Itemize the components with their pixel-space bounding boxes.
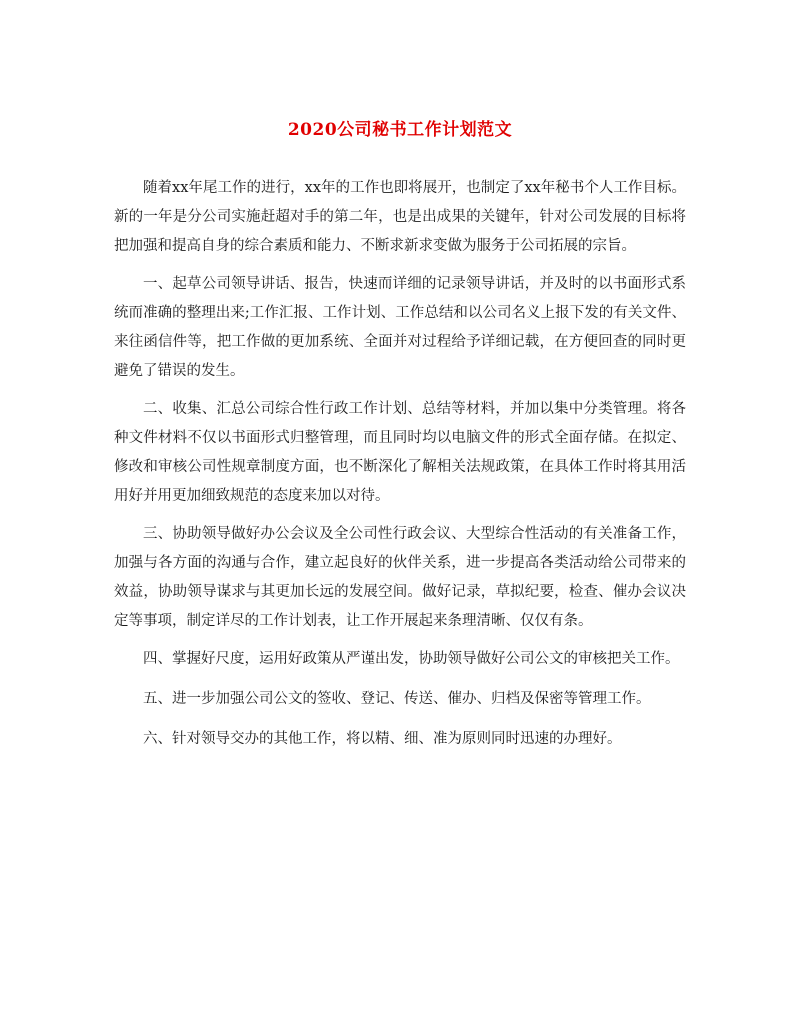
paragraph-intro: 随着xx年尾工作的进行，xx年的工作也即将展开，也制定了xx年秘书个人工作目标。新的一年是分公司实施赶超对手的第二年，也是出成果的关键年，针对公司发展的目标将把加强和提高自身的综合素质和能力、不断求新求变做为服务于公司拓展的宗旨。 bbox=[114, 180, 686, 254]
paragraph-item-1: 一、起草公司领导讲话、报告，快速而详细的记录领导讲话，并及时的以书面形式系统而准确的整理出来;工作汇报、工作计划、工作总结和以公司名义上报下发的有关文件、来往函信件等，把工作做的更加系统、全面并对过程给予详细记载，在方便回查的同时更避免了错误的发生。 bbox=[114, 276, 686, 379]
paragraph-item-2: 二、收集、汇总公司综合性行政工作计划、总结等材料，并加以集中分类管理。将各种文件材料不仅以书面形式归整管理，而且同时均以电脑文件的形式全面存储。在拟定、修改和审核公司性规章制度方面，也不断深化了解相关法规政策，在具体工作时将其用活用好并用更加细致规范的态度来加以对待。 bbox=[114, 401, 686, 504]
paragraph-item-4: 四、掌握好尺度，运用好政策从严谨出发，协助领导做好公司公文的审核把关工作。 bbox=[143, 651, 680, 667]
paragraph-item-5: 五、进一步加强公司公文的签收、登记、传送、催办、归档及保密等管理工作。 bbox=[143, 691, 651, 707]
paragraph-item-6: 六、针对领导交办的其他工作，将以精、细、准为原则同时迅速的办理好。 bbox=[143, 731, 622, 747]
paragraph-item-3: 三、协助领导做好办公会议及全公司性行政会议、大型综合性活动的有关准备工作，加强与各方面的沟通与合作，建立起良好的伙伴关系，进一步提高各类活动给公司带来的效益，协助领导谋求与其更加长远的发展空间。做好记录，草拟纪要，检查、催办会议决定等事项，制定详尽的工作计划表，让工作开展起来条理清晰、仅仅有条。 bbox=[114, 526, 686, 629]
document-body bbox=[114, 174, 686, 763]
document-title: 2020公司秘书工作计划范文 bbox=[287, 120, 513, 140]
